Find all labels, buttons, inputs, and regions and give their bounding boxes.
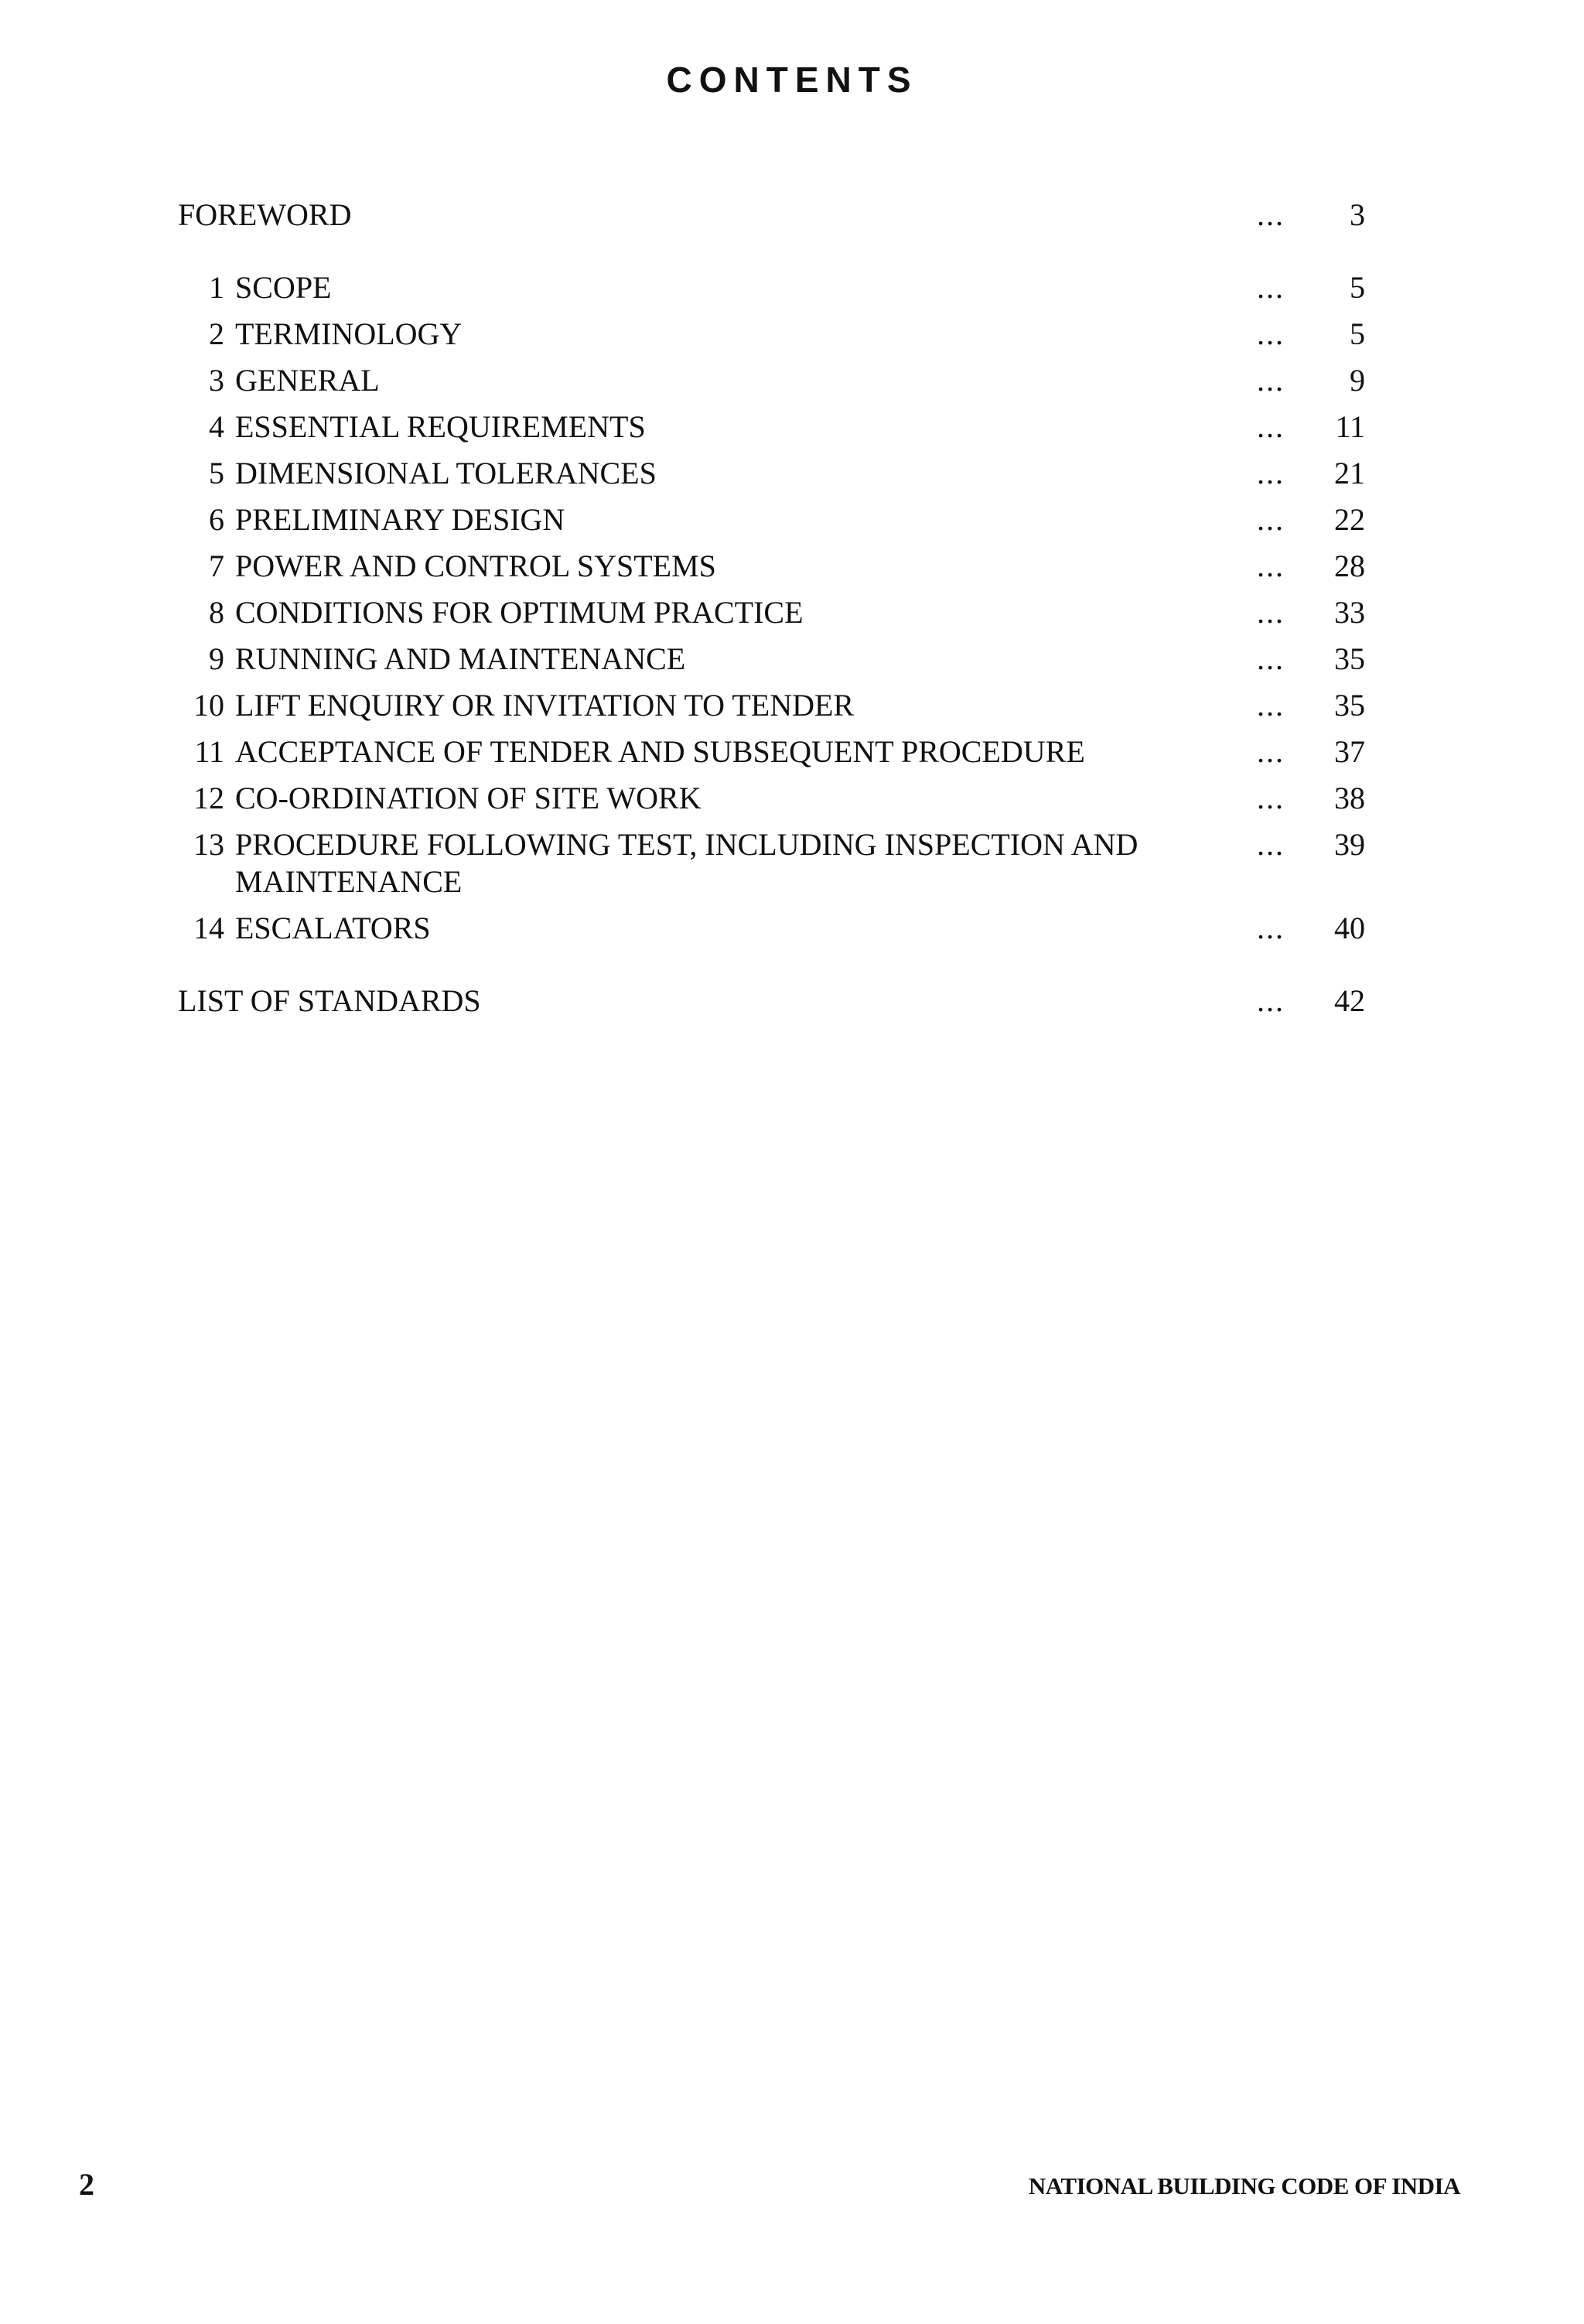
toc-section-number: 14 bbox=[193, 911, 224, 945]
toc-entry-list-of-standards[interactable] bbox=[178, 983, 1365, 1029]
footer-page-number: 2 bbox=[79, 2167, 94, 2202]
toc-label: TERMINOLOGY bbox=[235, 316, 463, 351]
toc-section-number: 11 bbox=[194, 734, 224, 769]
toc-page-number: 3 bbox=[1350, 197, 1365, 232]
toc-leader: ... bbox=[1257, 409, 1285, 444]
toc-entry-14[interactable] bbox=[178, 910, 1365, 956]
toc-label: ACCEPTANCE OF TENDER AND SUBSEQUENT PROCEDURE bbox=[235, 734, 1085, 769]
toc-leader: ... bbox=[1257, 502, 1285, 537]
footer-publication-title: NATIONAL BUILDING CODE OF INDIA bbox=[1028, 2172, 1460, 2199]
toc-label: ESCALATORS bbox=[235, 911, 431, 945]
toc-entry-13[interactable] bbox=[178, 826, 1365, 910]
toc-entry-5[interactable] bbox=[178, 455, 1365, 501]
toc-page-number: 40 bbox=[1334, 911, 1365, 945]
toc-label: RUNNING AND MAINTENANCE bbox=[235, 641, 686, 676]
toc-entry-2[interactable] bbox=[178, 316, 1365, 362]
toc-section-number: 13 bbox=[193, 827, 224, 862]
toc-entry-4[interactable] bbox=[178, 408, 1365, 455]
toc-entry-8[interactable] bbox=[178, 594, 1365, 641]
toc-label: CO-ORDINATION OF SITE WORK bbox=[235, 781, 702, 815]
toc-page-number: 11 bbox=[1335, 409, 1365, 444]
page-title: CONTENTS bbox=[666, 60, 918, 100]
toc-section-number: 10 bbox=[193, 688, 224, 723]
toc-page-number: 9 bbox=[1350, 363, 1365, 398]
toc-label: CONDITIONS FOR OPTIMUM PRACTICE bbox=[235, 595, 804, 630]
toc-page-number: 33 bbox=[1334, 595, 1365, 630]
toc-label: FOREWORD bbox=[178, 197, 352, 232]
toc-page-number: 21 bbox=[1334, 456, 1365, 490]
toc-section-number: 8 bbox=[209, 595, 224, 630]
toc-entry-foreword[interactable] bbox=[178, 197, 1365, 243]
toc-leader: ... bbox=[1257, 197, 1285, 232]
toc-page-number: 42 bbox=[1334, 983, 1365, 1018]
toc-section-number: 5 bbox=[209, 456, 224, 490]
toc-leader: ... bbox=[1257, 641, 1285, 676]
toc-section-number: 3 bbox=[209, 363, 224, 398]
toc-leader: ... bbox=[1257, 734, 1285, 769]
toc-leader: ... bbox=[1257, 688, 1285, 723]
toc-page-number: 35 bbox=[1334, 688, 1365, 723]
toc-page-number: 37 bbox=[1334, 734, 1365, 769]
toc-leader: ... bbox=[1257, 270, 1285, 305]
toc-section-number: 4 bbox=[209, 409, 224, 444]
toc-page-number: 39 bbox=[1334, 827, 1365, 862]
toc-entry-12[interactable] bbox=[178, 780, 1365, 826]
toc-label: ESSENTIAL REQUIREMENTS bbox=[235, 409, 646, 444]
toc-leader: ... bbox=[1257, 781, 1285, 815]
toc-section-number: 6 bbox=[209, 502, 224, 537]
toc-page-number: 5 bbox=[1350, 316, 1365, 351]
toc-section-number: 1 bbox=[209, 270, 224, 305]
toc-page-number: 5 bbox=[1350, 270, 1365, 305]
toc-label: LIST OF STANDARDS bbox=[178, 983, 481, 1018]
toc-page-number: 22 bbox=[1334, 502, 1365, 537]
toc-label: SCOPE bbox=[235, 270, 332, 305]
toc-page-number: 38 bbox=[1334, 781, 1365, 815]
toc-leader: ... bbox=[1257, 456, 1285, 490]
toc-entry-3[interactable] bbox=[178, 362, 1365, 408]
toc-leader: ... bbox=[1257, 549, 1285, 583]
toc-label: DIMENSIONAL TOLERANCES bbox=[235, 456, 657, 490]
toc-leader: ... bbox=[1257, 827, 1285, 862]
toc-leader: ... bbox=[1257, 911, 1285, 945]
toc-leader: ... bbox=[1257, 363, 1285, 398]
toc-entry-1[interactable] bbox=[178, 269, 1365, 316]
toc-page-number: 28 bbox=[1334, 549, 1365, 583]
toc-label: PRELIMINARY DESIGN bbox=[235, 502, 565, 537]
toc-label: LIFT ENQUIRY OR INVITATION TO TENDER bbox=[235, 688, 855, 723]
toc-entry-10[interactable] bbox=[178, 687, 1365, 733]
toc-entry-6[interactable] bbox=[178, 501, 1365, 548]
toc-label: GENERAL bbox=[235, 363, 380, 398]
toc-entry-9[interactable] bbox=[178, 641, 1365, 687]
toc-entry-11[interactable] bbox=[178, 733, 1365, 780]
table-of-contents bbox=[178, 197, 1365, 1029]
toc-label: POWER AND CONTROL SYSTEMS bbox=[235, 549, 716, 583]
toc-leader: ... bbox=[1257, 316, 1285, 351]
toc-section-number: 9 bbox=[209, 641, 224, 676]
toc-leader: ... bbox=[1257, 595, 1285, 630]
toc-entry-7[interactable] bbox=[178, 548, 1365, 594]
toc-leader: ... bbox=[1257, 983, 1285, 1018]
toc-label: PROCEDURE FOLLOWING TEST, INCLUDING INSPECTION AND MAINTENANCE bbox=[235, 827, 1138, 899]
toc-section-number: 12 bbox=[193, 781, 224, 815]
toc-section-number: 7 bbox=[209, 549, 224, 583]
toc-section-number: 2 bbox=[209, 316, 224, 351]
toc-page-number: 35 bbox=[1334, 641, 1365, 676]
